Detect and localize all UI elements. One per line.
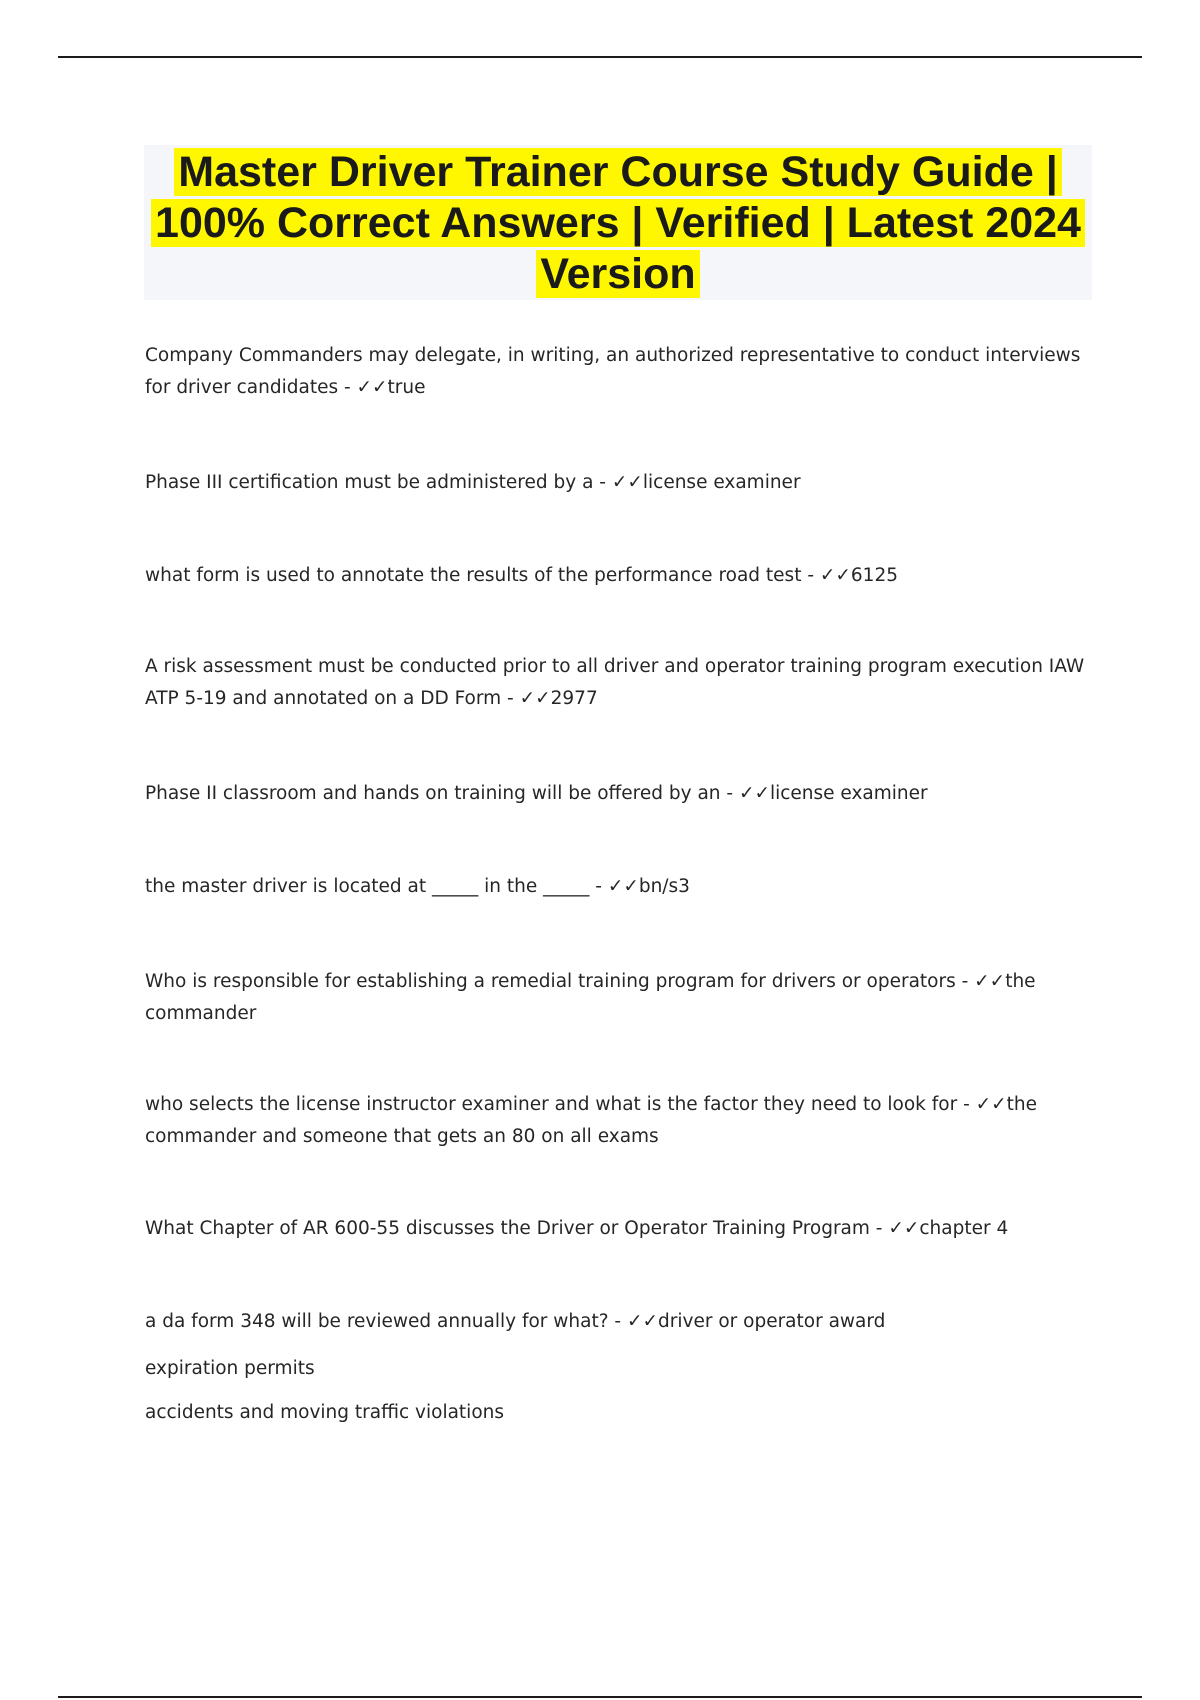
- answer-text: true: [387, 377, 426, 398]
- answer-continuation-line: expiration permits: [145, 1358, 315, 1379]
- check-mark: ✓✓: [975, 1094, 1007, 1115]
- question-text: What Chapter of AR 600-55 discusses the Driver or Operator Training Program -: [145, 1218, 889, 1239]
- answer-text: the commander: [145, 971, 1042, 1024]
- check-mark: ✓✓: [627, 1311, 659, 1332]
- qa-item-5: [145, 778, 1085, 810]
- top-rule: [58, 56, 1142, 58]
- check-mark: ✓✓: [819, 565, 851, 586]
- title-block: [144, 145, 1092, 300]
- answer-continuation-line: accidents and moving traffic violations: [145, 1402, 504, 1423]
- check-mark: ✓✓: [519, 688, 551, 709]
- question-text: Phase III certification must be administered by a -: [145, 472, 612, 493]
- qa-item-3: [145, 560, 1085, 592]
- check-mark: ✓✓: [738, 783, 770, 804]
- question-text: the master driver is located at _____ in the _____ -: [145, 876, 608, 897]
- answer-text: license examiner: [769, 783, 928, 804]
- qa-item-4: [145, 651, 1085, 715]
- question-text: A risk assessment must be conducted prior to all driver and operator training program execution IAW ATP 5-19 and annotated on a DD Form -: [145, 656, 1085, 709]
- answer-text: chapter 4: [919, 1218, 1009, 1239]
- question-text: what form is used to annotate the results of the performance road test -: [145, 565, 820, 586]
- answer-text: the commander and someone that gets an 80 on all exams: [145, 1094, 1043, 1147]
- check-mark: ✓✓: [611, 472, 643, 493]
- check-mark: ✓✓: [974, 971, 1006, 992]
- answer-text: bn/s3: [638, 876, 690, 897]
- document-title: Master Driver Trainer Course Study Guide | 100% Correct Answers | Verified | Latest 2024 Version: [144, 145, 1092, 300]
- answer-text: driver or operator award: [658, 1311, 886, 1332]
- answer-text: license examiner: [642, 472, 801, 493]
- qa-item-1: [145, 340, 1085, 404]
- question-text: Who is responsible for establishing a remedial training program for drivers or operators -: [145, 971, 975, 992]
- check-mark: ✓✓: [356, 377, 388, 398]
- qa-item-10: [145, 1306, 1085, 1338]
- check-mark: ✓✓: [607, 876, 639, 897]
- question-text: a da form 348 will be reviewed annually for what? -: [145, 1311, 627, 1332]
- question-text: Company Commanders may delegate, in writing, an authorized representative to conduct interviews for driver candidates -: [145, 345, 1081, 398]
- bottom-rule: [58, 1696, 1142, 1698]
- answer-text: 2977: [550, 688, 598, 709]
- qa-item-6: [145, 871, 1085, 903]
- qa-item-8: [145, 1089, 1085, 1153]
- qa-item-2: [145, 467, 1085, 499]
- question-text: Phase II classroom and hands on training will be offered by an -: [145, 783, 739, 804]
- qa-item-9: [145, 1213, 1085, 1245]
- answer-text: 6125: [850, 565, 898, 586]
- qa-item-7: [145, 966, 1085, 1030]
- check-mark: ✓✓: [888, 1218, 920, 1239]
- question-text: who selects the license instructor examiner and what is the factor they need to look for -: [145, 1094, 976, 1115]
